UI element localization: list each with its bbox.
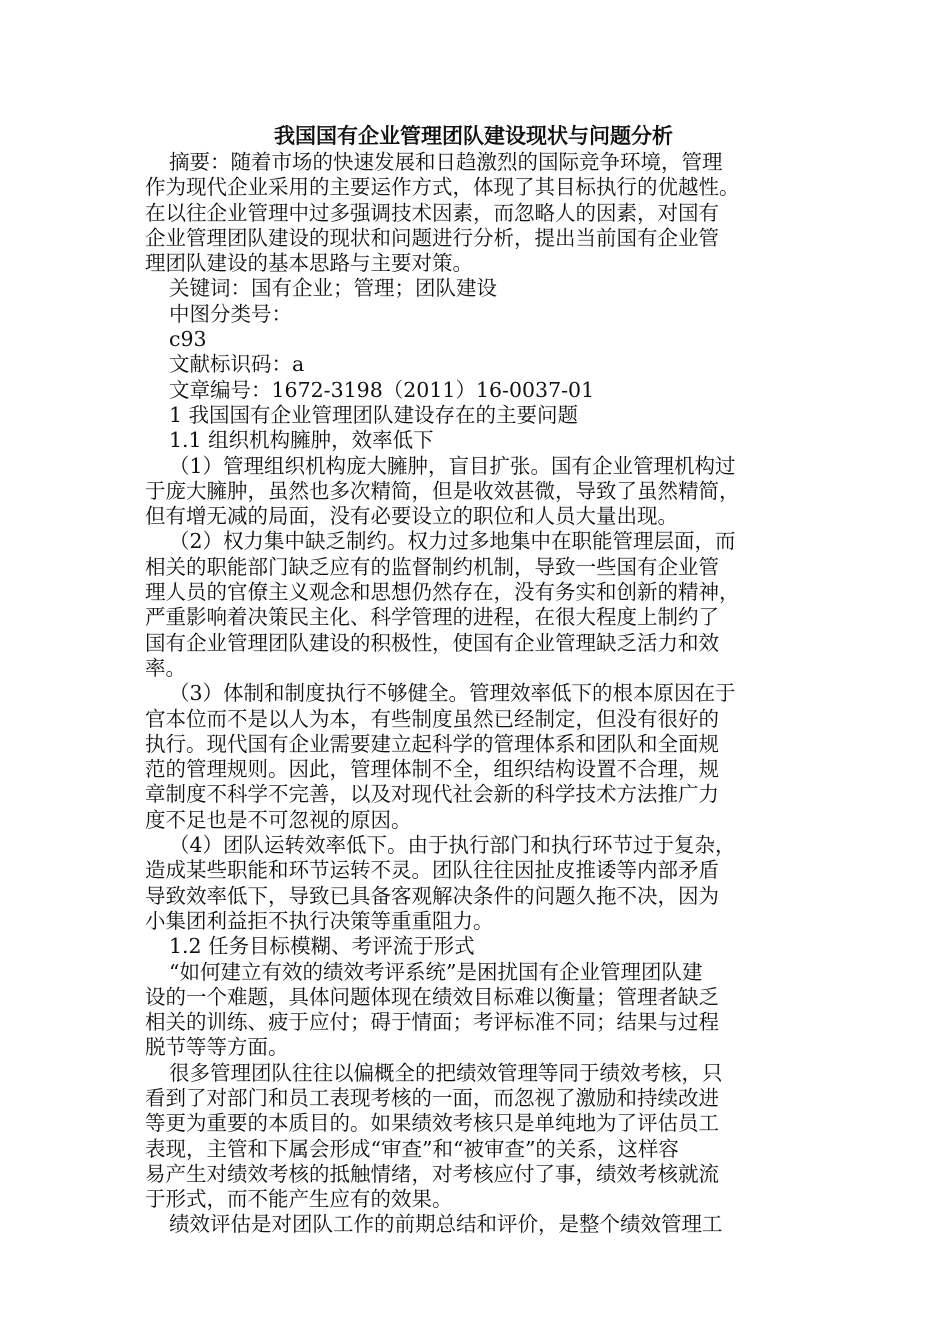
document-code: 文献标识码：a bbox=[169, 352, 305, 377]
paragraph-line: 相关的职能部门缺乏应有的监督制约机制，导致一些国有企业管 bbox=[145, 554, 719, 579]
subsection-heading: 1.2 任务目标模糊、考评流于形式 bbox=[169, 934, 475, 959]
paragraph-line: 执行。现代国有企业需要建立起科学的管理体系和团队和全面规 bbox=[145, 731, 719, 756]
paragraph-line: 率。 bbox=[145, 655, 186, 680]
paragraph-line: 很多管理团队往往以偏概全的把绩效管理等同于绩效考核，只 bbox=[169, 1060, 723, 1085]
paragraph-line: 看到了对部门和员工表现考核的一面，而忽视了激励和持续改进 bbox=[145, 1085, 719, 1110]
abstract-line: 在以往企业管理中过多强调技术因素，而忽略人的因素，对国有 bbox=[145, 200, 719, 225]
paragraph-line: 度不足也是不可忽视的原因。 bbox=[145, 807, 412, 832]
abstract-line: 摘要：随着市场的快速发展和日趋激烈的国际竞争环境，管理 bbox=[169, 150, 723, 174]
paragraph-line: “如何建立有效的绩效考评系统”是困扰国有企业管理团队建 bbox=[169, 959, 703, 984]
abstract-line: 理团队建设的基本思路与主要对策。 bbox=[145, 251, 473, 276]
paragraph-line: 于形式，而不能产生应有的效果。 bbox=[145, 1187, 453, 1212]
paragraph-line: 小集团利益拒不执行决策等重重阻力。 bbox=[145, 908, 494, 933]
document-title: 我国国有企业管理团队建设现状与问题分析 bbox=[274, 124, 673, 148]
paragraph-line: （4）团队运转效率低下。由于执行部门和执行环节过于复杂， bbox=[169, 833, 736, 858]
paragraph-line: 官本位而不是以人为本，有些制度虽然已经制定，但没有很好的 bbox=[145, 706, 719, 731]
abstract-line: 作为现代企业采用的主要运作方式，体现了其目标执行的优越性。 bbox=[145, 175, 740, 200]
paragraph-line: （2）权力集中缺乏制约。权力过多地集中在职能管理层面，而 bbox=[169, 529, 736, 554]
paragraph-line: 于庞大臃肿，虽然也多次精简，但是收效甚微，导致了虽然精简， bbox=[145, 478, 740, 503]
paragraph-line: 理人员的官僚主义观念和思想仍然存在，没有务实和创新的精神， bbox=[145, 580, 740, 605]
paragraph-line: 范的管理规则。因此，管理体制不全，组织结构设置不合理，规 bbox=[145, 757, 719, 782]
document-page bbox=[145, 122, 805, 1238]
article-number: 文章编号：1672-3198（2011）16-0037-01 bbox=[169, 377, 595, 402]
paragraph-line: （3）体制和制度执行不够健全。管理效率低下的根本原因在于 bbox=[169, 681, 736, 706]
subsection-heading: 1.1 组织机构臃肿，效率低下 bbox=[169, 428, 434, 453]
paragraph-line: 表现，主管和下属会形成“审查”和“被审查”的关系，这样容 bbox=[145, 1136, 679, 1161]
paragraph-line: 国有企业管理团队建设的积极性，使国有企业管理缺乏活力和效 bbox=[145, 630, 719, 655]
paragraph-line: 章制度不科学不完善，以及对现代社会新的科学技术方法推广力 bbox=[145, 782, 719, 807]
paragraph-line: 造成某些职能和环节运转不灵。团队往往因扯皮推诿等内部矛盾 bbox=[145, 858, 719, 883]
paragraph-line: 相关的训练、疲于应付；碍于情面；考评标准不同；结果与过程 bbox=[145, 1010, 719, 1035]
paragraph-line: 但有增无减的局面，没有必要设立的职位和人员大量出现。 bbox=[145, 504, 678, 529]
document-body bbox=[145, 150, 805, 1238]
paragraph-line: 绩效评估是对团队工作的前期总结和评价，是整个绩效管理工 bbox=[169, 1212, 723, 1237]
paragraph-line: 脱节等等方面。 bbox=[145, 1035, 289, 1060]
keywords-line: 关键词：国有企业；管理；团队建设 bbox=[169, 276, 497, 301]
classification-label: 中图分类号： bbox=[169, 301, 292, 326]
abstract-line: 企业管理团队建设的现状和问题进行分析，提出当前国有企业管 bbox=[145, 225, 719, 250]
paragraph-line: 等更为重要的本质目的。如果绩效考核只是单纯地为了评估员工 bbox=[145, 1111, 719, 1136]
paragraph-line: 导致效率低下，导致已具备客观解决条件的问题久拖不决，因为 bbox=[145, 883, 719, 908]
paragraph-line: 设的一个难题，具体问题体现在绩效目标难以衡量；管理者缺乏 bbox=[145, 984, 719, 1009]
paragraph-line: （1）管理组织机构庞大臃肿，盲目扩张。国有企业管理机构过 bbox=[169, 453, 736, 478]
section-heading: 1 我国国有企业管理团队建设存在的主要问题 bbox=[169, 402, 579, 427]
classification-code: c93 bbox=[169, 327, 207, 352]
paragraph-line: 易产生对绩效考核的抵触情绪，对考核应付了事，绩效考核就流 bbox=[145, 1161, 719, 1186]
paragraph-line: 严重影响着决策民主化、科学管理的进程，在很大程度上制约了 bbox=[145, 605, 719, 630]
